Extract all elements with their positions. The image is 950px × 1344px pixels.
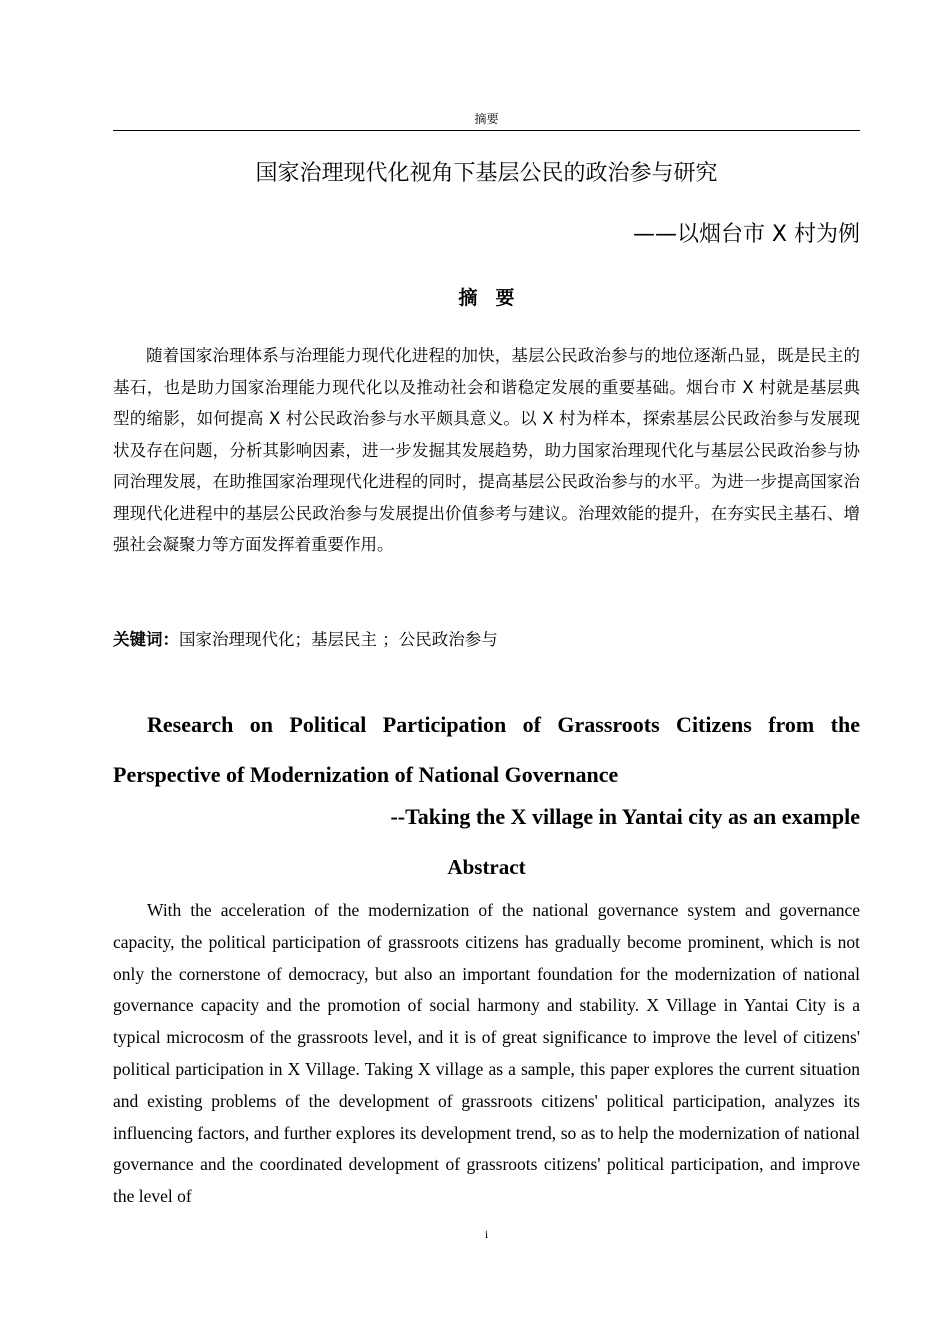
page-number: i <box>484 1227 489 1241</box>
running-header: 摘要 <box>474 112 499 126</box>
document-page <box>113 0 860 1344</box>
chinese-abstract-heading: 摘要 <box>458 287 533 309</box>
chinese-subtitle: ——以烟台市 X 村为例 <box>632 222 860 247</box>
english-abstract-body: With the acceleration of the modernization of the national governance system and governance capacity, the political participation of grassroots citizens has gradually become prominent, which is not only the cornerstone of democracy, but also an important foundation for the modernization of national governance capacity and the promotion of social harmony and stability. X Village in Yantai City is a typical microcosm of the grassroots level, and it is of great significance to improve the level of citizens' political participation in X Village. Taking X village as a sample, this paper explores the current situation and existing problems of the development of grassroots citizens' political participation, analyzes its influencing factors, and further explores its development trend, so as to help the modernization of national governance and the coordinated development of grassroots citizens' political participation, and improve the level of <box>113 900 860 1207</box>
chinese-abstract-body: 随着国家治理体系与治理能力现代化进程的加快，基层公民政治参与的地位逐渐凸显，既是民主的基石，也是助力国家治理能力现代化以及推动社会和谐稳定发展的重要基础。烟台市 X 村就是基层典型的缩影，如何提高 X 村公民政治参与水平颇具意义。以 X 村为样本，探索基层公民政治参与发展现状及存在问题，分析其影响因素，进一步发掘其发展趋势，助力国家治理现代化与基层公民政治参与协同治理发展，在助推国家治理现代化进程的同时，提高基层公民政治参与的水平。为进一步提高国家治理现代化进程中的基层公民政治参与发展提出价值参考与建议。治理效能的提升，在夯实民主基石、增强社会凝聚力等方面发挥着重要作用。 <box>113 346 860 554</box>
chinese-title: 国家治理现代化视角下基层公民的政治参与研究 <box>255 161 718 186</box>
english-title: Research on Political Participation of Grassroots Citizens from the Perspective of Modernization of National Governance <box>113 712 860 787</box>
chinese-keywords <box>113 626 860 654</box>
header-rule <box>113 130 860 131</box>
english-abstract-heading: Abstract <box>447 855 526 879</box>
keywords-label: 关键词： <box>113 630 179 649</box>
keywords-text: 国家治理现代化；基层民主 ；公民政治参与 <box>179 630 498 649</box>
english-subtitle: --Taking the X village in Yantai city as an example <box>390 804 860 829</box>
